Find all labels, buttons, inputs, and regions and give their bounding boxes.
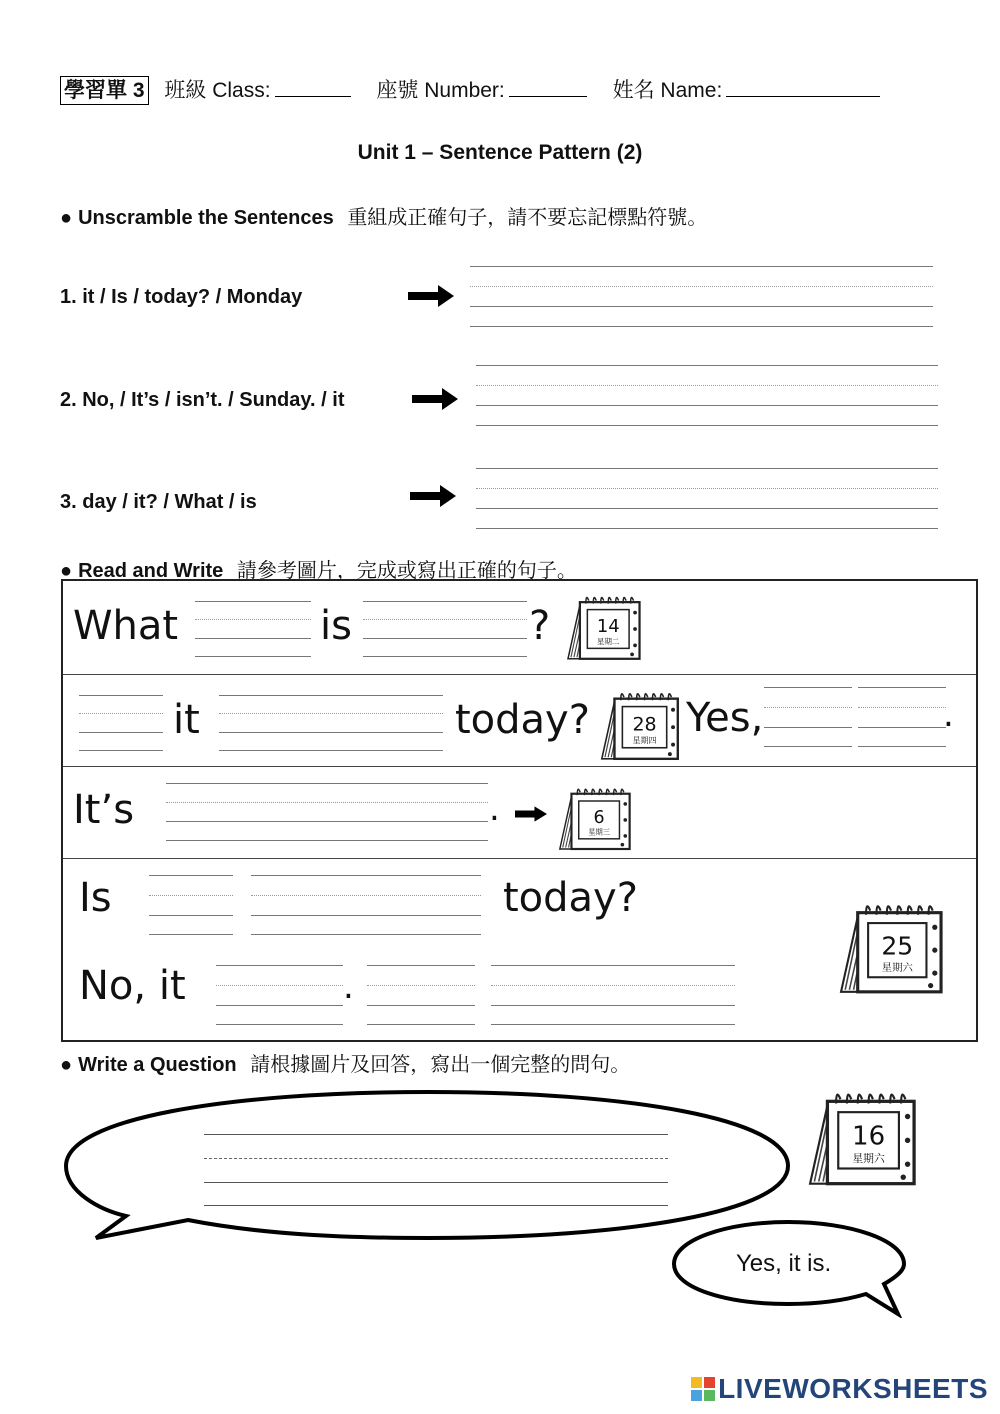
read-write-row-1	[63, 581, 976, 675]
question-answer-lines[interactable]	[204, 1134, 668, 1206]
row1-word-is: is	[320, 603, 352, 649]
class-label: 班級 Class:	[164, 79, 271, 102]
answer-lines-1[interactable]	[470, 266, 933, 328]
row2-word-yes: Yes,	[686, 695, 764, 741]
row4-blank-4[interactable]	[367, 965, 475, 1025]
arrow-right-icon	[515, 803, 547, 825]
row4-word-today: today?	[503, 875, 638, 921]
row1-blank-2[interactable]	[363, 601, 527, 657]
read-write-row-2	[63, 675, 976, 767]
row2-blank-3[interactable]	[764, 687, 852, 747]
calendar-day: 16	[852, 1121, 886, 1152]
class-field[interactable]	[275, 78, 351, 97]
section-write-question-heading: ● Write a Question 請根據圖片及回答，寫出一個完整的問句。	[60, 1054, 631, 1076]
calendar-icon	[594, 686, 684, 762]
calendar-weekday: 星期六	[852, 1152, 885, 1165]
calendar-icon	[832, 896, 948, 996]
row1-blank-1[interactable]	[195, 601, 311, 657]
arrow-right-icon	[410, 485, 456, 507]
row3-blank-1[interactable]	[166, 783, 488, 841]
unscramble-item-2: 2. No, / It’s / isn’t. / Sunday. / it	[60, 389, 345, 411]
row2-period: .	[943, 695, 954, 735]
answer-lines-2[interactable]	[476, 365, 938, 427]
section-read-write-heading: ● Read and Write 請參考圖片，完成或寫出正確的句子。	[60, 560, 577, 582]
row2-word-it: it	[173, 697, 200, 743]
row4-word-no-it: No, it	[79, 963, 186, 1009]
liveworksheets-logo-icon	[691, 1377, 715, 1401]
name-label: 姓名 Name:	[612, 79, 723, 102]
row1-question-mark: ?	[529, 603, 551, 649]
arrow-right-icon	[412, 388, 458, 410]
section-unscramble-heading: ● Unscramble the Sentences 重組成正確句子，請不要忘記標點符號。	[60, 207, 708, 229]
bullet-icon: ●	[60, 207, 73, 229]
unscramble-item-1: 1. it / Is / today? / Monday	[60, 286, 303, 308]
worksheet-number: 學習單 3	[60, 76, 149, 105]
row4-period: .	[343, 967, 354, 1007]
calendar-weekday: 星期六	[881, 962, 913, 974]
row4-word-is: Is	[79, 875, 112, 921]
row2-blank-4[interactable]	[858, 687, 946, 747]
name-field[interactable]	[726, 78, 880, 97]
row4-blank-2[interactable]	[251, 875, 481, 935]
bullet-icon: ●	[60, 1054, 73, 1076]
row4-blank-5[interactable]	[491, 965, 735, 1025]
page-title: Unit 1 – Sentence Pattern (2)	[357, 141, 643, 164]
calendar-weekday: 星期四	[632, 736, 657, 745]
read-write-row-3	[63, 767, 976, 859]
row4-blank-1[interactable]	[149, 875, 233, 935]
calendar-weekday: 星期三	[588, 827, 610, 837]
row2-word-today: today?	[455, 697, 590, 743]
row2-blank-2[interactable]	[219, 695, 443, 751]
calendar-day: 28	[632, 713, 657, 736]
row1-word-what: What	[73, 603, 179, 649]
calendar-weekday: 星期二	[597, 636, 620, 646]
number-label: 座號 Number:	[376, 79, 505, 102]
calendar-icon	[554, 780, 634, 854]
calendar-icon	[562, 590, 644, 662]
unscramble-item-3: 3. day / it? / What / is	[60, 491, 257, 513]
calendar-day: 14	[596, 615, 620, 637]
bullet-icon: ●	[60, 560, 73, 582]
row4-blank-3[interactable]	[216, 965, 343, 1025]
answer-lines-3[interactable]	[476, 468, 938, 530]
number-field[interactable]	[509, 78, 587, 97]
calendar-day: 6	[593, 807, 605, 828]
row2-blank-1[interactable]	[79, 695, 163, 751]
row3-word-its: It’s	[73, 787, 135, 833]
calendar-icon	[800, 1084, 922, 1188]
arrow-right-icon	[408, 285, 454, 307]
calendar-day: 25	[881, 931, 914, 961]
given-answer: Yes, it is.	[736, 1250, 832, 1277]
row3-period: .	[489, 789, 500, 829]
worksheet-header	[60, 74, 886, 104]
liveworksheets-logo: LIVEWORKSHEETS	[691, 1373, 988, 1405]
